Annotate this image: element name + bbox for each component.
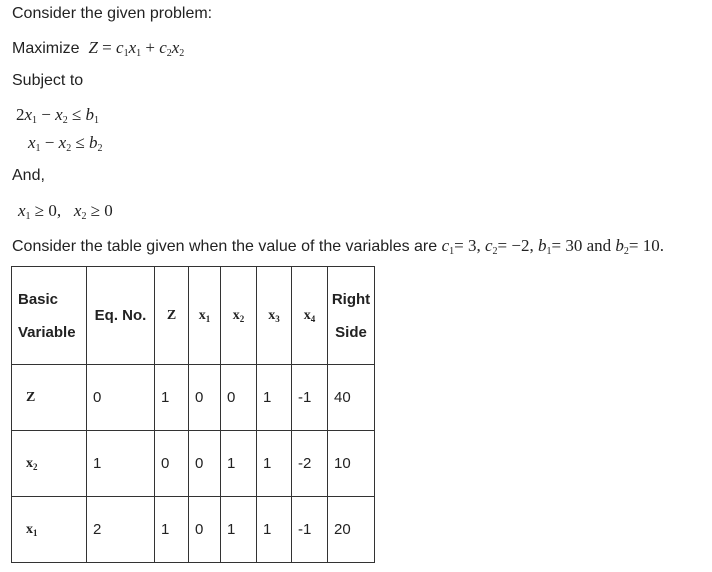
header-var-x3: $x_3$ (257, 267, 292, 365)
row-cell: 0 (189, 497, 221, 563)
table-row (12, 431, 375, 497)
table-row (12, 365, 375, 431)
row-rhs: 10 (328, 431, 375, 497)
maximize-label: Maximize (12, 40, 80, 57)
row-rhs: 40 (328, 365, 375, 431)
subject-to-label: Subject to (12, 72, 84, 89)
header-var-x4: $x_4$ (292, 267, 328, 365)
row-cell: 0 (189, 365, 221, 431)
row-cell: 1 (221, 431, 257, 497)
row-basic: $x_1$ (12, 497, 87, 563)
table-intro-values: $c_1= 3$, $c_2= -2$, $b_1= 30$ and $b_2= 10$. (441, 236, 664, 257)
header-var-x2: $x_2$ (221, 267, 257, 365)
row-cell: 1 (257, 497, 292, 563)
table-intro (12, 236, 664, 257)
table-header-row (12, 267, 375, 365)
constraint-1: $2x_1 - x_2 \le b_1$ (16, 105, 100, 126)
row-rhs: 20 (328, 497, 375, 563)
row-cell: -2 (292, 431, 328, 497)
table-row (12, 497, 375, 563)
row-cell: 0 (189, 431, 221, 497)
row-cell: 0 (155, 431, 189, 497)
objective-line (12, 38, 184, 59)
eq-no-header: Eq. No. (87, 267, 155, 365)
header-var-z: Z (155, 267, 189, 365)
row-eqno: 2 (87, 497, 155, 563)
row-eqno: 1 (87, 431, 155, 497)
row-cell: 1 (257, 365, 292, 431)
row-cell: 1 (155, 497, 189, 563)
row-cell: 1 (221, 497, 257, 563)
row-cell: -1 (292, 365, 328, 431)
row-basic: Z (12, 365, 87, 431)
row-basic: $x_2$ (12, 431, 87, 497)
row-cell: 0 (221, 365, 257, 431)
row-cell: 1 (257, 431, 292, 497)
objective-formula: $Z = c_1x_1 + c_2x_2$ (88, 38, 185, 59)
header-var-x1: $x_1$ (189, 267, 221, 365)
nonneg-constraints: $x_1 \ge 0$, $x_2 \ge 0$ (18, 201, 113, 222)
right-side-header: Right Side (328, 267, 375, 365)
simplex-table (11, 266, 375, 563)
row-cell: -1 (292, 497, 328, 563)
basic-variable-header: Basic Variable (12, 267, 87, 365)
intro-text: Consider the given problem: (12, 5, 213, 22)
row-cell: 1 (155, 365, 189, 431)
constraint-2: $x_1 - x_2 \le b_2$ (28, 133, 103, 154)
row-eqno: 0 (87, 365, 155, 431)
and-label: And, (12, 167, 45, 184)
table-intro-text: Consider the table given when the value of the variables are (12, 238, 438, 255)
